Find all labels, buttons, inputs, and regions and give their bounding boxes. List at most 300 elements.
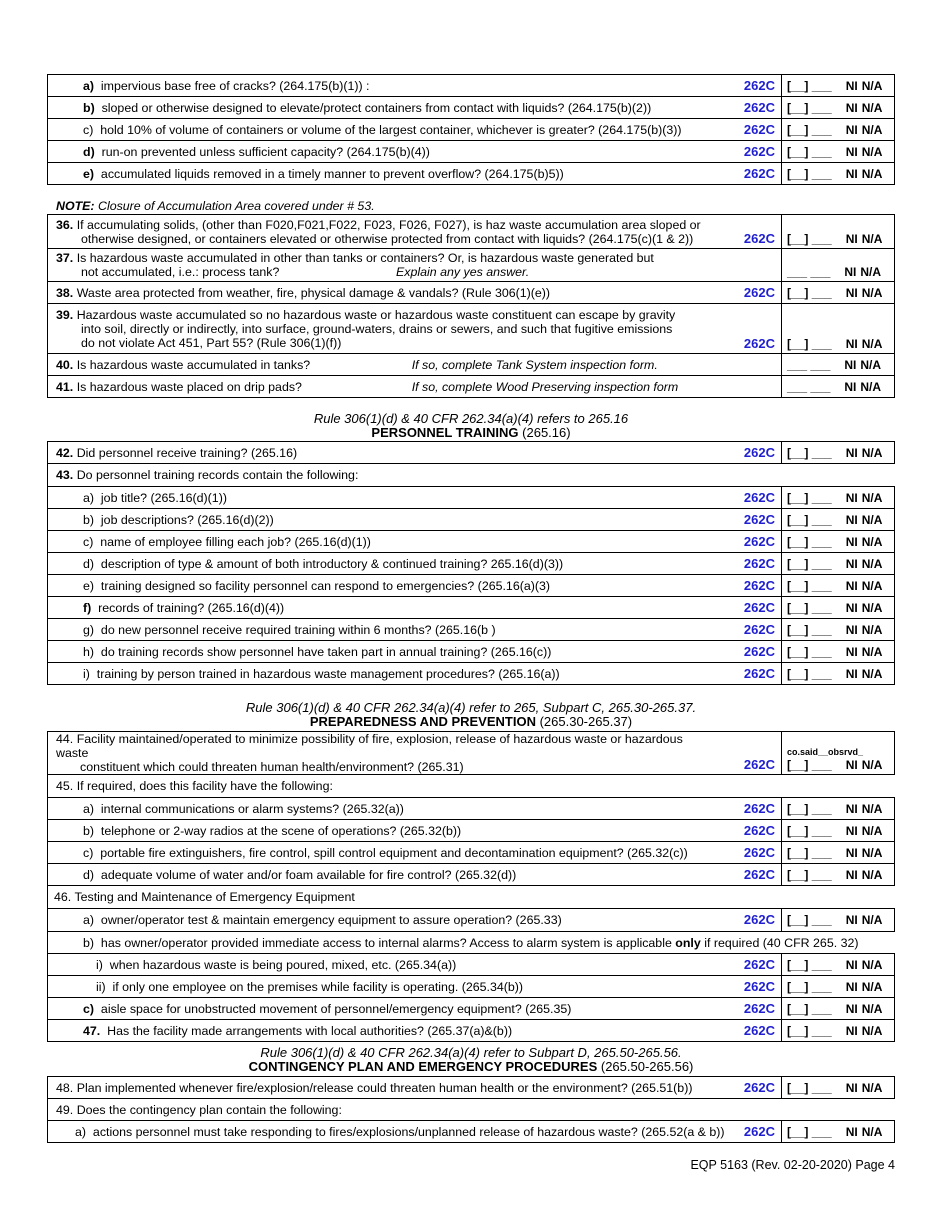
preparedness-table — [47, 731, 895, 1042]
sub-item-row — [48, 487, 895, 509]
contingency-header: Rule 306(1)(d) & 40 CFR 262.34(a)(4) refer to Subpart D, 265.50-265.56. CONTINGENCY PLAN AND EMERGENCY PROCEDURES (265.50-265.56) — [47, 1046, 895, 1074]
item-text: if only one employee on the premises while facility is operating. (265.34(b)) — [112, 979, 524, 994]
ni-option[interactable]: NI — [845, 100, 858, 115]
na-option[interactable]: N/A — [861, 644, 883, 659]
question-49: 49. Does the contingency plan contain the following: — [48, 1099, 895, 1121]
na-option[interactable]: N/A — [861, 758, 883, 772]
contingency-rule: Rule 306(1)(d) & 40 CFR 262.34(a)(4) refer to Subpart D, 265.50-265.56. — [260, 1045, 682, 1060]
ni-option[interactable]: NI — [845, 666, 858, 681]
answer-field[interactable] — [782, 75, 895, 97]
code-label: 262C — [722, 641, 782, 663]
na-option[interactable]: N/A — [861, 979, 883, 994]
answer-field[interactable] — [782, 732, 895, 775]
blank-line: ___ — [811, 622, 832, 637]
answer-field[interactable] — [782, 798, 895, 820]
blank-line: ___ — [811, 801, 832, 816]
sub-item-row — [48, 954, 895, 976]
code-label: 262C — [722, 909, 782, 932]
answer-field[interactable] — [782, 1121, 895, 1143]
ni-option[interactable]: NI — [845, 166, 858, 181]
checkbox[interactable]: [__] — [787, 100, 809, 115]
blank-line: ___ — [811, 490, 832, 505]
item-text: do training records show personnel have taken part in annual training? (265.16(c)) — [100, 644, 552, 659]
blank-line: ___ — [811, 1023, 832, 1038]
checkbox[interactable]: [__] — [787, 1001, 809, 1016]
item-text: impervious base free of cracks? (264.175(b)(1)) : — [100, 78, 370, 93]
answer-field[interactable] — [782, 864, 895, 886]
sub-item-row — [48, 97, 895, 119]
code-label: 262C — [722, 864, 782, 886]
blank-line: ___ — [811, 578, 832, 593]
blank-line: ___ — [811, 78, 832, 93]
answer-field[interactable] — [782, 1077, 895, 1099]
note-text: Closure of Accumulation Area covered under # 53. — [98, 199, 375, 213]
sub-item-row — [48, 976, 895, 998]
ni-option[interactable]: NI — [845, 600, 858, 615]
code-label: 262C — [722, 976, 782, 998]
answer-field[interactable] — [782, 663, 895, 685]
blank-line: ___ — [811, 285, 832, 300]
item-label: a) — [83, 801, 95, 816]
question-48: 48. Plan implemented whenever fire/explosion/release could threaten human health or the environment? (265.51(b)) 262C [__] ___ NI N/A — [48, 1077, 895, 1099]
answer-field[interactable] — [782, 619, 895, 641]
answer-field[interactable] — [782, 376, 895, 398]
section-36-41 — [47, 214, 895, 398]
blank-line: ___ — [811, 166, 832, 181]
blank-line: ___ — [811, 957, 832, 972]
ni-option[interactable]: NI — [845, 1001, 858, 1016]
checkbox[interactable]: [__] — [787, 845, 809, 860]
checkbox[interactable]: [__] — [787, 644, 809, 659]
ni-option[interactable]: NI — [845, 1023, 858, 1038]
question-42: 42. Did personnel receive training? (265.16) 262C [__] ___ NI N/A — [48, 442, 895, 464]
answer-field[interactable] — [782, 509, 895, 531]
na-option[interactable]: N/A — [861, 845, 883, 860]
checkbox[interactable]: [__] — [787, 490, 809, 505]
question-36: 36. If accumulating solids, (other than F020,F021,F022, F023, F026, F027), is haz waste accumulation area sloped or otherwise designed, or containers elevated or otherwise protected from contact with liquids? (264.175(c)(1 & 2)) 262C [__] ___ NI N/A — [48, 215, 895, 249]
sub-item-row — [48, 531, 895, 553]
ni-option[interactable]: NI — [845, 78, 858, 93]
ni-option[interactable]: NI — [845, 512, 858, 527]
answer-field[interactable] — [782, 842, 895, 864]
item-text: job title? (265.16(d)(1)) — [100, 490, 227, 505]
blank-line: ___ — [811, 845, 832, 860]
blank-line: ___ ___ — [787, 379, 831, 394]
na-option[interactable]: N/A — [861, 578, 883, 593]
code-label: 262C — [722, 998, 782, 1020]
ni-option[interactable]: NI — [845, 801, 858, 816]
na-option[interactable]: N/A — [861, 867, 883, 882]
answer-field[interactable] — [782, 354, 895, 376]
checkbox[interactable]: [__] — [787, 600, 809, 615]
item-label: c) — [83, 534, 94, 549]
code-label: 262C — [722, 282, 782, 304]
na-option[interactable]: N/A — [861, 913, 883, 927]
ni-option[interactable]: NI — [845, 285, 858, 300]
na-option[interactable]: N/A — [861, 556, 883, 571]
item-text: do new personnel receive required training within 6 months? (265.16(b ) — [100, 622, 496, 637]
sub-item-row — [48, 1020, 895, 1042]
blank-line: ___ — [811, 913, 832, 927]
item-text: adequate volume of water and/or foam available for fire control? (265.32(d)) — [100, 867, 517, 882]
na-option[interactable]: N/A — [861, 622, 883, 637]
na-option[interactable]: N/A — [861, 600, 883, 615]
na-option[interactable]: N/A — [861, 1001, 883, 1016]
code-label: 262C — [722, 798, 782, 820]
section-42-43 — [47, 441, 895, 685]
item-label: i) — [83, 666, 90, 681]
na-option[interactable]: N/A — [861, 823, 883, 838]
blank-line: ___ — [811, 144, 832, 159]
sub-item-row — [48, 575, 895, 597]
ni-option[interactable]: NI — [844, 357, 857, 372]
contingency-title: CONTINGENCY PLAN AND EMERGENCY PROCEDURES — [248, 1059, 598, 1074]
sub-item-row — [48, 141, 895, 163]
item-text: telephone or 2-way radios at the scene of operations? (265.32(b)) — [100, 823, 462, 838]
code-label: 262C — [722, 954, 782, 976]
section-44-47 — [47, 731, 895, 1042]
na-option[interactable]: N/A — [861, 1023, 883, 1038]
blank-line: ___ — [811, 512, 832, 527]
contingency-table — [47, 1076, 895, 1143]
answer-field[interactable] — [782, 304, 895, 354]
item-text: records of training? (265.16(d)(4)) — [98, 600, 285, 615]
ni-option[interactable]: NI — [845, 144, 858, 159]
na-option[interactable]: N/A — [861, 232, 883, 246]
blank-line: ___ ___ — [787, 357, 831, 372]
ni-option[interactable]: NI — [845, 823, 858, 838]
question-45: 45. If required, does this facility have the following: — [48, 775, 895, 798]
question-44: 44. Facility maintained/operated to minimize possibility of fire, explosion, release of hazardous waste or hazardous waste constituent which could threaten human health/environment? (265.31) 262C co.said__obsrvd_ [__] ___ NI N/A — [48, 732, 895, 775]
item-label: d) — [83, 556, 95, 571]
ni-option[interactable]: NI — [845, 1124, 858, 1139]
item-text: owner/operator test & maintain emergency equipment to assure operation? (265.33) — [100, 913, 562, 927]
na-option[interactable]: N/A — [861, 957, 883, 972]
blank-line: ___ — [811, 823, 832, 838]
page-footer: EQP 5163 (Rev. 02-20-2020) Page 4 — [690, 1158, 895, 1172]
na-option[interactable]: N/A — [861, 445, 883, 460]
sub-item-row — [48, 864, 895, 886]
item-text: portable fire extinguishers, fire control, spill control equipment and decontamination equipment? (265.32(c)) — [100, 845, 688, 860]
blank-line: ___ — [811, 100, 832, 115]
item-label: b) — [83, 823, 95, 838]
item-label: d) — [83, 867, 95, 882]
code-label: 262C — [722, 487, 782, 509]
question-37: 37. Is hazardous waste accumulated in other than tanks or containers? Or, is hazardous waste generated but not accumulated, i.e.: process tank? Explain any yes answer. ___ ___ NI N/A — [48, 249, 895, 282]
item-text: sloped or otherwise designed to elevate/protect containers from contact with liquids? (264.175(b)(2)) — [101, 100, 652, 115]
code-label: 262C — [722, 75, 782, 97]
ni-option[interactable]: NI — [845, 1080, 858, 1095]
ni-option[interactable]: NI — [845, 232, 858, 246]
code-label: 262C — [722, 820, 782, 842]
checkbox[interactable]: [__] — [787, 578, 809, 593]
na-option[interactable]: N/A — [861, 512, 883, 527]
question-38: 38. Waste area protected from weather, fire, physical damage & vandals? (Rule 306(1)(e)) 262C [__] ___ NI N/A — [48, 282, 895, 304]
code-label: 262C — [722, 442, 782, 464]
ni-option[interactable]: NI — [845, 534, 858, 549]
item-label: b) — [83, 512, 95, 527]
ni-option[interactable]: NI — [845, 644, 858, 659]
answer-field[interactable] — [782, 1020, 895, 1042]
item-text: aisle space for unobstructed movement of personnel/emergency equipment? (265.35) — [100, 1001, 572, 1016]
answer-field[interactable] — [782, 553, 895, 575]
blank-line: ___ — [811, 1124, 832, 1139]
ni-option[interactable]: NI — [845, 445, 858, 460]
training-header: Rule 306(1)(d) & 40 CFR 262.34(a)(4) refers to 265.16 PERSONNEL TRAINING (265.16) — [47, 412, 895, 440]
training-rule: Rule 306(1)(d) & 40 CFR 262.34(a)(4) refers to 265.16 — [313, 411, 629, 426]
item-text: Has the facility made arrangements with local authorities? (265.37(a)&(b)) — [107, 1023, 513, 1038]
item-label: 47. — [83, 1023, 101, 1038]
sub-item-row — [48, 641, 895, 663]
answer-field[interactable] — [782, 597, 895, 619]
sub-item-row — [48, 909, 895, 932]
ni-option[interactable]: NI — [845, 578, 858, 593]
code-label: 262C — [722, 119, 782, 141]
item-label: c) — [83, 845, 94, 860]
na-option[interactable]: N/A — [861, 1080, 883, 1095]
item-text: hold 10% of volume of containers or volume of the largest container, whichever is greater? (264.175(b)(3)) — [100, 122, 682, 137]
item-text: run-on prevented unless sufficient capacity? (264.175(b)(4)) — [101, 144, 430, 159]
item-label: e) — [83, 578, 95, 593]
ni-option[interactable]: NI — [845, 556, 858, 571]
checkbox[interactable]: [__] — [787, 445, 809, 460]
answer-field[interactable] — [782, 282, 895, 304]
ni-option[interactable]: NI — [845, 979, 858, 994]
code-label: 262C — [722, 553, 782, 575]
answer-field[interactable] — [782, 249, 895, 282]
checkbox[interactable]: [__] — [787, 78, 809, 93]
na-option[interactable]: N/A — [861, 534, 883, 549]
checkbox[interactable]: [__] — [787, 979, 809, 994]
checkbox[interactable]: [__] — [787, 867, 809, 882]
checkbox[interactable]: [__] — [787, 758, 809, 772]
ni-option[interactable]: NI — [844, 379, 857, 394]
na-option[interactable]: N/A — [861, 490, 883, 505]
blank-line: ___ — [811, 445, 832, 460]
checkbox[interactable]: [__] — [787, 285, 809, 300]
blank-line: ___ — [811, 979, 832, 994]
blank-line: ___ — [811, 1080, 832, 1095]
na-option[interactable]: N/A — [861, 801, 883, 816]
checkbox[interactable]: [__] — [787, 1023, 809, 1038]
item-label: f) — [83, 600, 92, 615]
na-option[interactable]: N/A — [860, 265, 882, 279]
blank-line: ___ — [811, 600, 832, 615]
ni-option[interactable]: NI — [845, 337, 858, 351]
questions-36-41-table — [47, 214, 895, 398]
na-option[interactable]: N/A — [861, 122, 883, 137]
checkbox[interactable]: [__] — [787, 534, 809, 549]
item-label: g) — [83, 622, 95, 637]
answer-field[interactable] — [782, 641, 895, 663]
item-text: when hazardous waste is being poured, mixed, etc. (265.34(a)) — [109, 957, 457, 972]
item-label: e) — [83, 166, 95, 181]
answer-field[interactable] — [782, 487, 895, 509]
answer-field[interactable] — [782, 820, 895, 842]
item-label: i) — [96, 957, 103, 972]
question-39: 39. Hazardous waste accumulated so no hazardous waste or hazardous waste constituent can escape by gravity into soil, directly or indirectly, into surface, ground-waters, drains or sewers, and such that fugitive emissions do not violate Act 451, Part 55? (Rule 306(1)(f)) 262C [__] ___ NI N/A — [48, 304, 895, 354]
item-label: c) — [83, 1001, 95, 1016]
sub-item-row — [48, 619, 895, 641]
answer-field[interactable] — [782, 998, 895, 1020]
checkbox[interactable]: [__] — [787, 232, 809, 246]
answer-field[interactable] — [782, 119, 895, 141]
code-label: 262C — [722, 663, 782, 685]
item-label: d) — [83, 144, 95, 159]
checkbox[interactable]: [__] — [787, 166, 809, 181]
item-text: internal communications or alarm systems? (265.32(a)) — [100, 801, 404, 816]
na-option[interactable]: N/A — [861, 100, 883, 115]
blank-line: ___ — [811, 337, 832, 351]
sub-item-row — [48, 75, 895, 97]
checkbox[interactable]: [__] — [787, 1080, 809, 1095]
code-label: 262C — [722, 1020, 782, 1042]
ni-option[interactable]: NI — [845, 913, 858, 927]
preparedness-title: PREPAREDNESS AND PREVENTION — [309, 714, 536, 729]
code-label: 262C — [722, 732, 782, 775]
item-label: a) — [83, 913, 95, 927]
code-label: 262C — [722, 619, 782, 641]
answer-field[interactable] — [782, 442, 895, 464]
item-text: job descriptions? (265.16(d)(2)) — [100, 512, 274, 527]
code-label: 262C — [722, 575, 782, 597]
sub-item-row — [48, 998, 895, 1020]
answer-field[interactable] — [782, 215, 895, 249]
checkbox[interactable]: [__] — [787, 512, 809, 527]
item-label: b) — [83, 100, 95, 115]
item-text: name of employee filling each job? (265.16(d)(1)) — [100, 534, 371, 549]
checkbox[interactable]: [__] — [787, 666, 809, 681]
code-label: 262C — [734, 1121, 782, 1143]
checkbox[interactable]: [__] — [787, 122, 809, 137]
note — [56, 199, 375, 213]
sub-heading-row: 46. Testing and Maintenance of Emergency Equipment — [48, 886, 895, 909]
item-label: h) — [83, 644, 95, 659]
code-label: 262C — [722, 531, 782, 553]
na-option[interactable]: N/A — [861, 166, 883, 181]
ni-option[interactable]: NI — [845, 845, 858, 860]
question-43: 43. Do personnel training records contain the following: — [48, 464, 895, 487]
code-label: 262C — [734, 1077, 782, 1099]
na-option[interactable]: N/A — [861, 285, 883, 300]
item-text: description of type & amount of both introductory & continued training? 265.16(d)(3)) — [100, 556, 564, 571]
checkbox[interactable]: [__] — [787, 622, 809, 637]
blank-line: ___ — [811, 867, 832, 882]
na-option[interactable]: N/A — [861, 78, 883, 93]
checkbox[interactable]: [__] — [787, 337, 809, 351]
ni-option[interactable]: NI — [845, 957, 858, 972]
training-title: PERSONNEL TRAINING — [371, 425, 519, 440]
section-35-block — [47, 74, 895, 185]
sub-item-row — [48, 798, 895, 820]
observed-label: co.said__obsrvd_ — [787, 747, 864, 757]
code-label: 262C — [722, 215, 782, 249]
question-41: 41. Is hazardous waste placed on drip pads? If so, complete Wood Preserving inspection form ___ ___ NI N/A — [48, 376, 895, 398]
blank-line: ___ — [811, 556, 832, 571]
blank-line: ___ — [811, 1001, 832, 1016]
code-label: 262C — [722, 509, 782, 531]
preparedness-header: Rule 306(1)(d) & 40 CFR 262.34(a)(4) refer to 265, Subpart C, 265.30-265.37. PREPAREDNESS AND PREVENTION (265.30-265.37) — [47, 701, 895, 729]
ni-option[interactable]: NI — [845, 622, 858, 637]
sub-item-row — [48, 842, 895, 864]
code-label: 262C — [722, 163, 782, 185]
checkbox[interactable]: [__] — [787, 144, 809, 159]
note-label: NOTE: — [56, 199, 95, 213]
checkbox[interactable]: [__] — [787, 823, 809, 838]
na-option[interactable]: N/A — [861, 666, 883, 681]
preparedness-rule: Rule 306(1)(d) & 40 CFR 262.34(a)(4) refer to 265, Subpart C, 265.30-265.37. — [245, 700, 697, 715]
code-label: 262C — [722, 304, 782, 354]
sub-heading-row: b) has owner/operator provided immediate access to internal alarms? Access to alarm system is applicable only if required (40 CFR 265. 32) — [48, 932, 895, 954]
na-option[interactable]: N/A — [861, 337, 883, 351]
blank-line: ___ — [811, 644, 832, 659]
checkbox[interactable]: [__] — [787, 957, 809, 972]
sub-item-row — [48, 119, 895, 141]
checkbox[interactable]: [__] — [787, 913, 809, 927]
blank-line: ___ — [811, 232, 832, 246]
ni-option[interactable]: NI — [844, 265, 857, 279]
training-table — [47, 441, 895, 685]
item-label: c) — [83, 122, 94, 137]
answer-field[interactable] — [782, 976, 895, 998]
sub-item-row — [48, 597, 895, 619]
sub-item-row — [48, 163, 895, 185]
na-option[interactable]: N/A — [861, 144, 883, 159]
answer-field[interactable] — [782, 531, 895, 553]
answer-field[interactable] — [782, 141, 895, 163]
answer-field[interactable] — [782, 97, 895, 119]
item-text: accumulated liquids removed in a timely manner to prevent overflow? (264.175(b)5)) — [100, 166, 564, 181]
checkbox[interactable]: [__] — [787, 801, 809, 816]
item-text: training by person trained in hazardous waste management procedures? (265.16(a)) — [96, 666, 560, 681]
na-option[interactable]: N/A — [860, 379, 882, 394]
section-48-49 — [47, 1076, 895, 1143]
ni-option[interactable]: NI — [845, 490, 858, 505]
ni-option[interactable]: NI — [845, 758, 858, 772]
code-label: 262C — [722, 597, 782, 619]
question-49a: a) actions personnel must take responding to fires/explosions/unplanned release of hazardous waste? (265.52(a & b)) 262C [__] ___ NI N/A — [48, 1121, 895, 1143]
item-label: a) — [83, 490, 95, 505]
sub-item-row — [48, 509, 895, 531]
code-label: 262C — [722, 141, 782, 163]
na-option[interactable]: N/A — [860, 357, 882, 372]
checkbox[interactable]: [__] — [787, 556, 809, 571]
blank-line: ___ ___ — [787, 265, 831, 279]
blank-line: ___ — [811, 534, 832, 549]
item-label: ii) — [96, 979, 106, 994]
sub-item-row — [48, 820, 895, 842]
ni-option[interactable]: NI — [845, 867, 858, 882]
item-label: a) — [83, 78, 95, 93]
sub-item-row — [48, 663, 895, 685]
sub-item-row — [48, 553, 895, 575]
answer-field[interactable] — [782, 954, 895, 976]
na-option[interactable]: N/A — [861, 1124, 883, 1139]
blank-line: ___ — [811, 666, 832, 681]
answer-field[interactable] — [782, 163, 895, 185]
blank-line: ___ — [811, 758, 832, 772]
checkbox[interactable]: [__] — [787, 1124, 809, 1139]
ni-option[interactable]: NI — [845, 122, 858, 137]
code-label: 262C — [722, 97, 782, 119]
answer-field[interactable] — [782, 575, 895, 597]
section-35-table — [47, 74, 895, 185]
blank-line: ___ — [811, 122, 832, 137]
item-text: training designed so facility personnel can respond to emergencies? (265.16(a)(3) — [100, 578, 550, 593]
answer-field[interactable] — [782, 909, 895, 932]
question-40: 40. Is hazardous waste accumulated in tanks? If so, complete Tank System inspection form. ___ ___ NI N/A — [48, 354, 895, 376]
code-label: 262C — [722, 842, 782, 864]
